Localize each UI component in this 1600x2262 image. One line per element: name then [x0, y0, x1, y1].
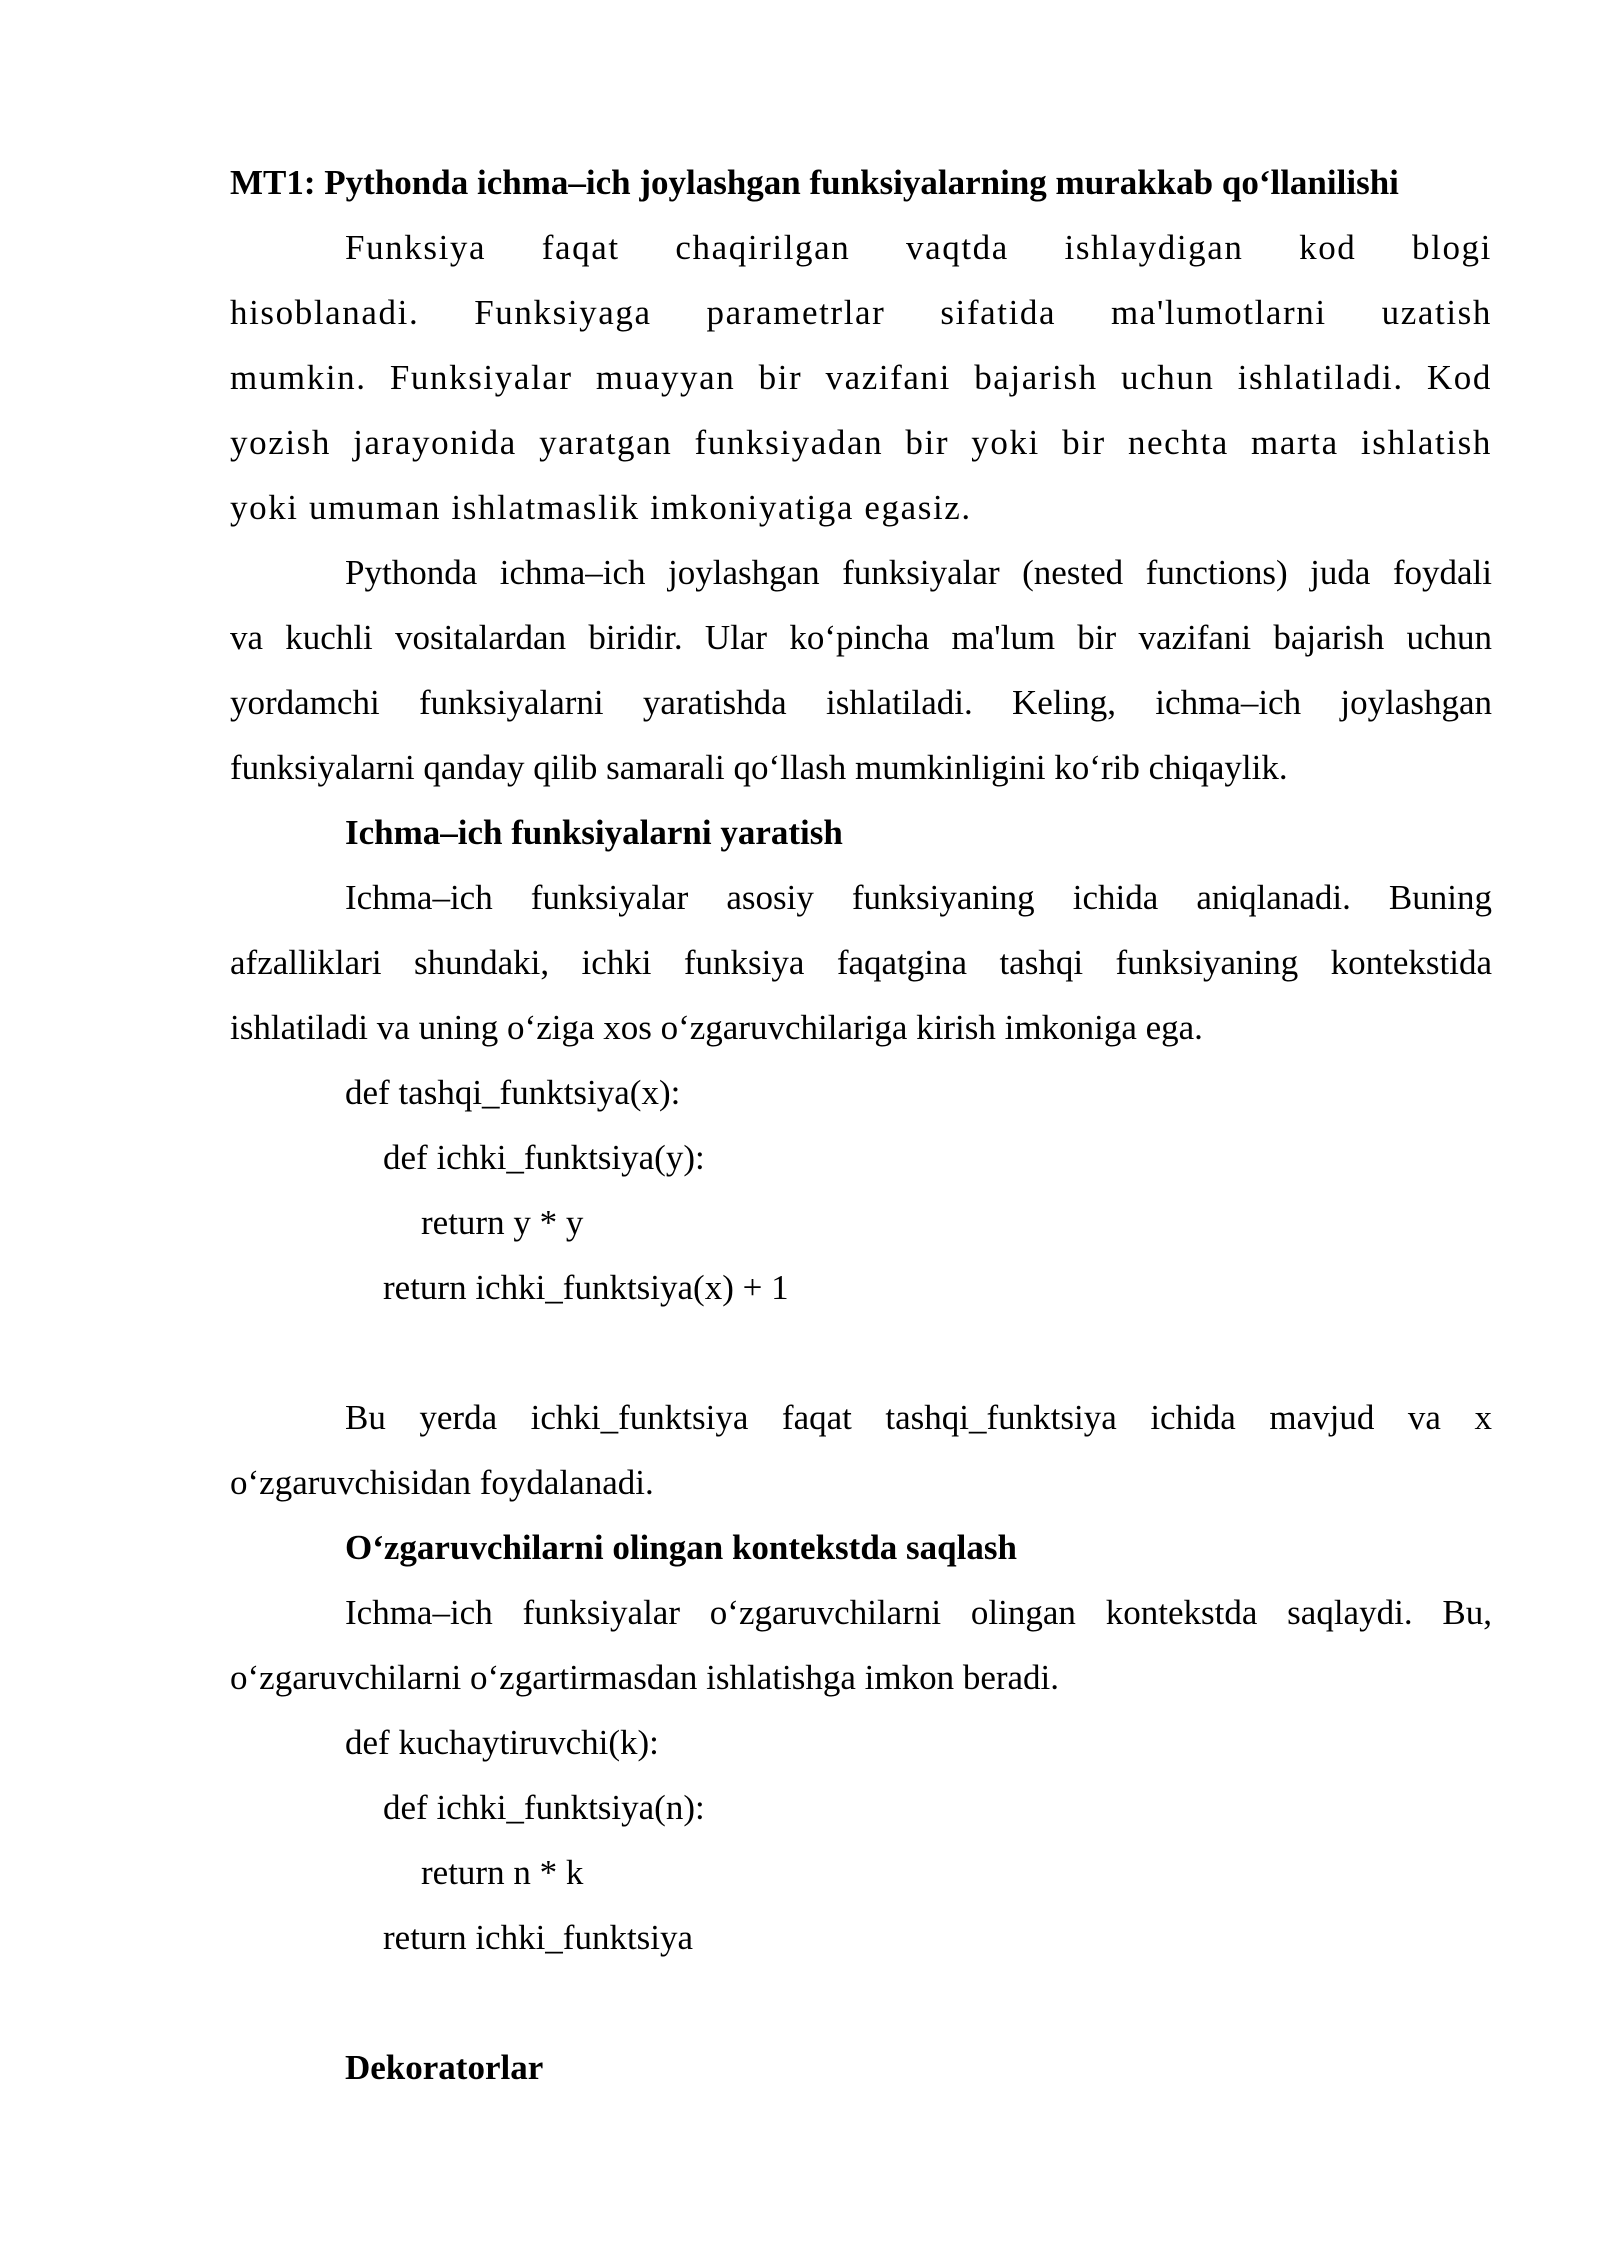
- paragraph-line: mumkin. Funksiyalar muayyan bir vazifani bajarish uchun ishlatiladi. Kod: [230, 358, 1492, 397]
- paragraph-line: o‘zgaruvchilarni o‘zgartirmasdan ishlatishga imkon beradi.: [230, 1658, 1060, 1697]
- blank-line: [230, 1970, 1492, 2035]
- code-example-1: [230, 1060, 1492, 1385]
- blank-line: [230, 1320, 1492, 1385]
- code-line: def tashqi_funktsiya(x):: [345, 1073, 681, 1112]
- paragraph-line: va kuchli vositalardan biridir. Ular ko‘pincha ma'lum bir vazifani bajarish uchun: [230, 618, 1492, 657]
- paragraph-line: Ichma–ich funksiyalar o‘zgaruvchilarni olingan kontekstda saqlaydi. Bu,: [345, 1593, 1492, 1632]
- paragraph-line: ishlatiladi va uning o‘ziga xos o‘zgaruvchilariga kirish imkoniga ega.: [230, 1008, 1203, 1047]
- paragraph-creating-nested: [230, 865, 1492, 1060]
- paragraph-line: yordamchi funksiyalarni yaratishda ishlatiladi. Keling, ichma–ich joylashgan: [230, 683, 1492, 722]
- paragraph-line: o‘zgaruvchisidan foydalanadi.: [230, 1463, 654, 1502]
- paragraph-context: [230, 1580, 1492, 1710]
- section-heading-context: O‘zgaruvchilarni olingan kontekstda saqlash: [345, 1528, 1017, 1567]
- document-page: [230, 150, 1492, 2100]
- paragraph-line: Bu yerda ichki_funktsiya faqat tashqi_funktsiya ichida mavjud va x: [345, 1398, 1492, 1437]
- code-line: return y * y: [421, 1203, 584, 1242]
- section-heading-decorators: Dekoratorlar: [345, 2048, 544, 2087]
- paragraph-line: afzalliklari shundaki, ichki funksiya faqatgina tashqi funksiyaning kontekstida: [230, 943, 1492, 982]
- paragraph-nested-functions: [230, 540, 1492, 800]
- paragraph-line: Funksiya faqat chaqirilgan vaqtda ishlaydigan kod blogi: [345, 228, 1492, 267]
- code-line: def ichki_funktsiya(y):: [383, 1138, 705, 1177]
- paragraph-code-explanation: [230, 1385, 1492, 1515]
- code-line: def ichki_funktsiya(n):: [383, 1788, 705, 1827]
- section-heading-creating: Ichma–ich funksiyalarni yaratish: [345, 813, 843, 852]
- document-title: MT1: Pythonda ichma–ich joylashgan funksiyalarning murakkab qo‘llanilishi: [230, 163, 1399, 202]
- code-line: return n * k: [421, 1853, 584, 1892]
- paragraph-line: Ichma–ich funksiyalar asosiy funksiyaning ichida aniqlanadi. Buning: [345, 878, 1492, 917]
- paragraph-line: Pythonda ichma–ich joylashgan funksiyalar (nested functions) juda foydali: [345, 553, 1492, 592]
- code-line: def kuchaytiruvchi(k):: [345, 1723, 659, 1762]
- code-line: return ichki_funktsiya: [383, 1918, 694, 1957]
- paragraph-line: yoki umuman ishlatmaslik imkoniyatiga egasiz.: [230, 488, 972, 527]
- code-line: return ichki_funktsiya(x) + 1: [383, 1268, 789, 1307]
- code-example-2: [230, 1710, 1492, 2035]
- paragraph-line: funksiyalarni qanday qilib samarali qo‘llash mumkinligini ko‘rib chiqaylik.: [230, 748, 1288, 787]
- paragraph-line: hisoblanadi. Funksiyaga parametrlar sifatida ma'lumotlarni uzatish: [230, 293, 1492, 332]
- paragraph-functions-intro: [230, 215, 1492, 540]
- paragraph-line: yozish jarayonida yaratgan funksiyadan bir yoki bir nechta marta ishlatish: [230, 423, 1492, 462]
